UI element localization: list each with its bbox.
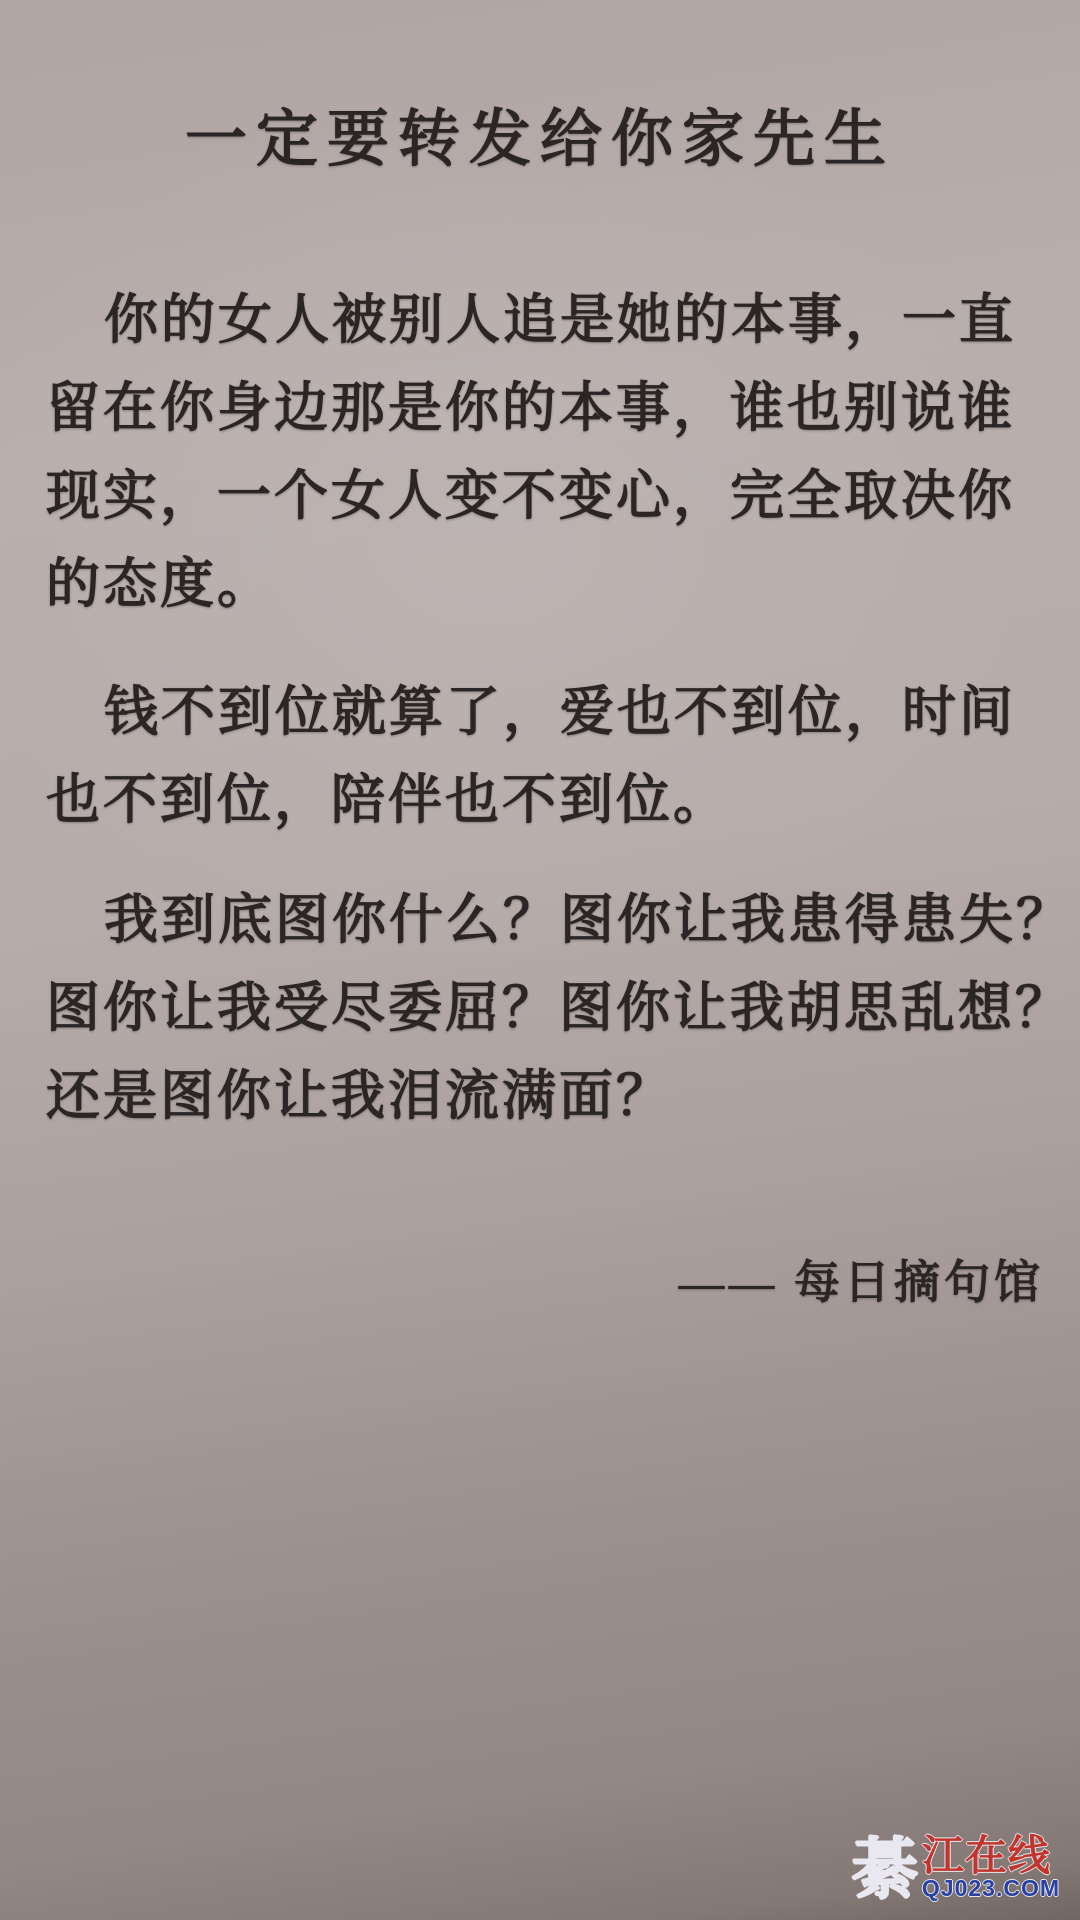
text-line: 也不到位，陪伴也不到位。	[46, 770, 730, 830]
page-title: 一定要转发给你家先生	[184, 106, 895, 174]
watermark-site-url: QJ023.COM	[921, 1875, 1060, 1901]
text-line: 图你让我受尽委屈？图你让我胡思乱想？	[46, 978, 1072, 1038]
text-line: 我到底图你什么？图你让我患得患失？	[104, 890, 1073, 950]
site-watermark	[851, 1832, 1060, 1906]
text-line: 还是图你让我泪流满面？	[46, 1066, 673, 1126]
watermark-site-name: 江在线	[921, 1832, 1051, 1879]
text-line: 现实，一个女人变不变心，完全取决你	[46, 466, 1015, 526]
paragraph	[46, 876, 1073, 1140]
text-line: 钱不到位就算了，爱也不到位，时间	[104, 682, 1016, 742]
text-line: 留在你身边那是你的本事，谁也别说谁	[46, 378, 1015, 438]
paragraph	[46, 276, 1040, 628]
text-line: 你的女人被别人追是她的本事，一直	[104, 290, 1016, 350]
text-line: 的态度。	[46, 554, 274, 614]
watermark-text-column	[921, 1832, 1060, 1901]
attribution-signature: —— 每日摘句馆	[678, 1257, 1044, 1308]
paragraph	[46, 668, 1040, 844]
watermark-logo-glyph: 綦	[851, 1832, 918, 1906]
